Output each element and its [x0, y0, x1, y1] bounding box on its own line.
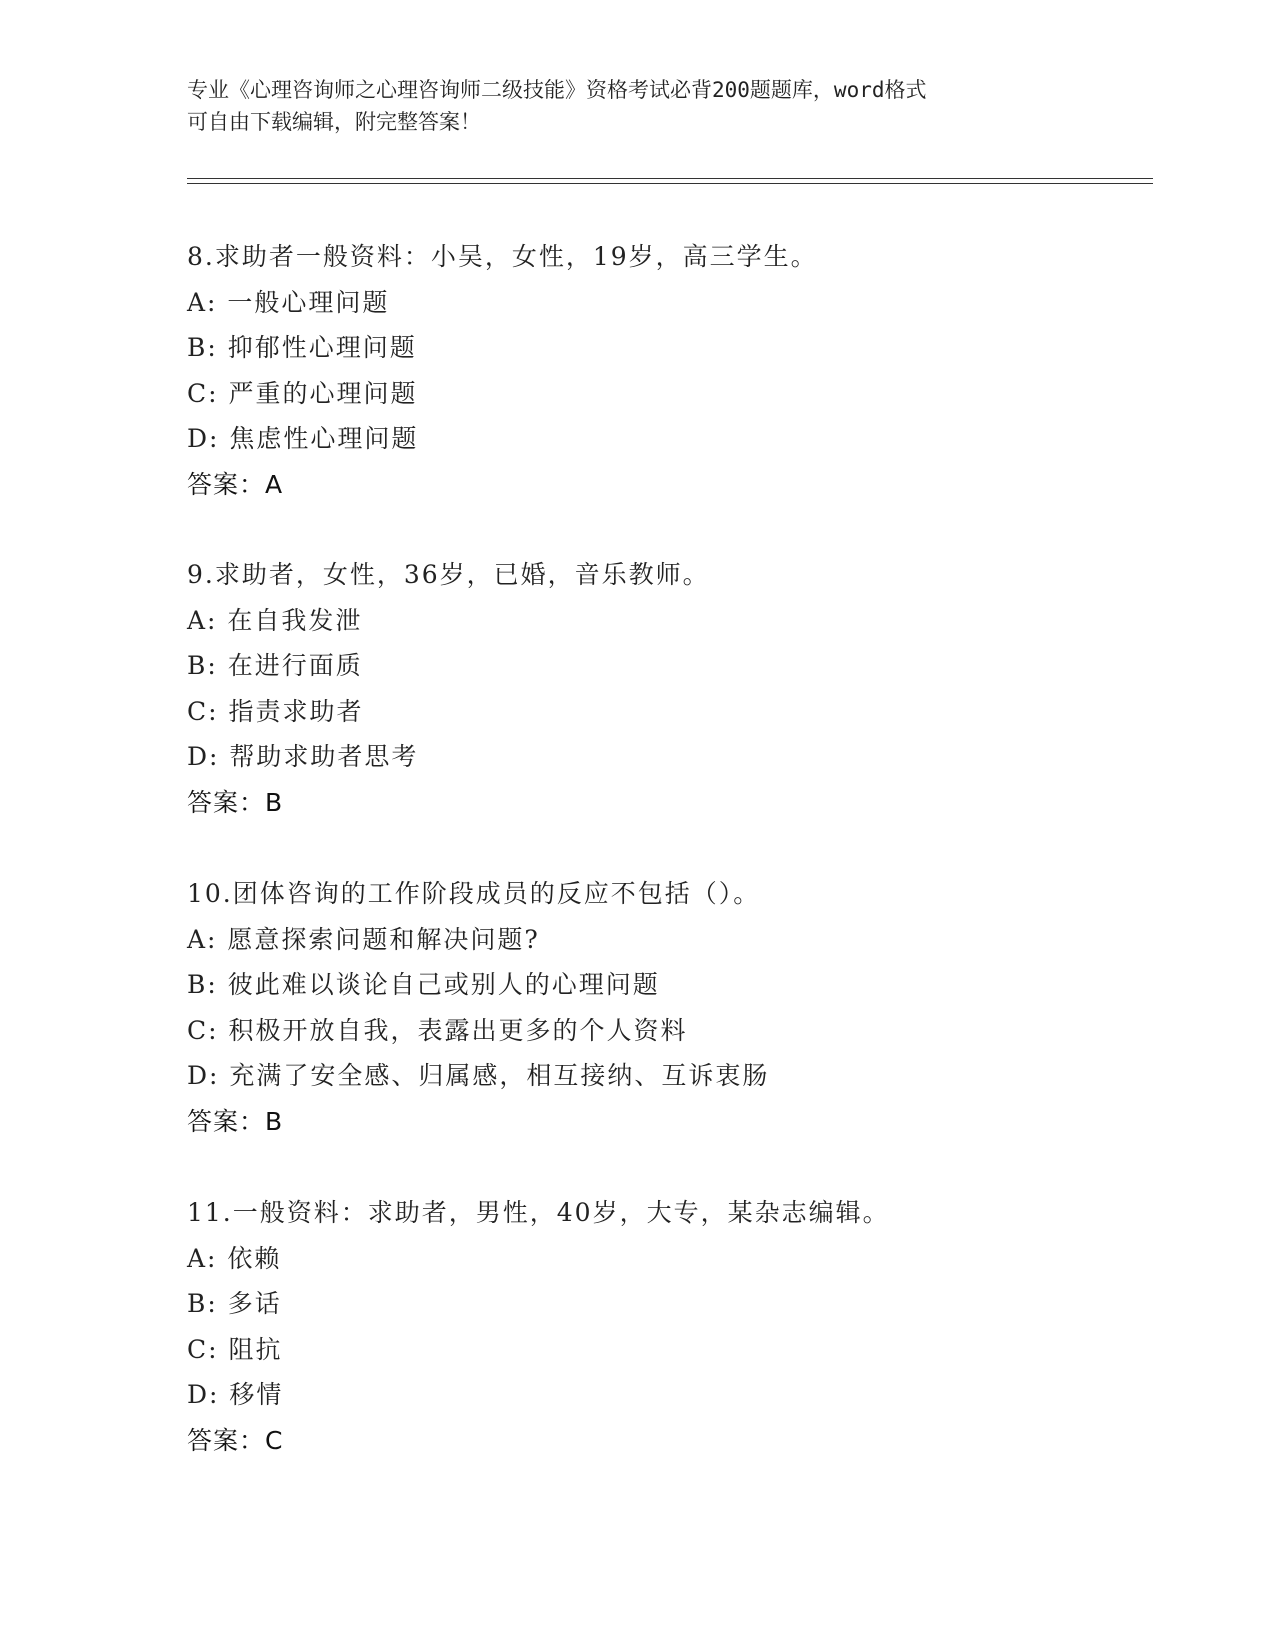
answer-line: 答案：A: [187, 469, 284, 499]
option-b: B: 抑郁性心理问题: [187, 333, 417, 362]
question-11: [187, 1190, 1147, 1463]
option-a: A: 一般心理问题: [187, 287, 390, 317]
option-d: D: 移情: [187, 1380, 284, 1409]
option-b: B: 在进行面质: [187, 651, 363, 680]
option-d: D: 帮助求助者思考: [187, 742, 419, 771]
answer-line: 答案：B: [187, 787, 284, 817]
header-line-1: 专业《心理咨询师之心理咨询师二级技能》资格考试必背200题题库，word格式: [187, 78, 927, 102]
header-divider-top: [187, 178, 1153, 179]
option-c: C: 积极开放自我，表露出更多的个人资料: [187, 1015, 688, 1045]
option-c: C: 阻抗: [187, 1334, 283, 1364]
question-stem: 11.一般资料：求助者，男性，40岁，大专，某杂志编辑。: [187, 1198, 890, 1227]
option-c: C: 严重的心理问题: [187, 378, 418, 408]
option-c: C: 指责求助者: [187, 696, 364, 726]
option-a: A: 在自我发泄: [187, 605, 363, 635]
header-divider-bottom: [187, 183, 1153, 184]
option-b: B: 多话: [187, 1289, 282, 1318]
answer-line: 答案：B: [187, 1106, 284, 1136]
document-header: [187, 74, 1087, 138]
header-line-2: 可自由下载编辑，附完整答案！: [187, 110, 481, 134]
question-10: [187, 871, 1147, 1144]
option-a: A: 愿意探索问题和解决问题?: [187, 924, 540, 954]
question-8: [187, 234, 1147, 507]
question-stem: 9.求助者，女性，36岁，已婚，音乐教师。: [187, 560, 710, 589]
option-d: D: 充满了安全感、归属感，相互接纳、互诉衷肠: [187, 1061, 770, 1090]
option-a: A: 依赖: [187, 1243, 282, 1273]
question-stem: 10.团体咨询的工作阶段成员的反应不包括（）。: [187, 879, 761, 908]
answer-line: 答案：C: [187, 1425, 284, 1455]
option-d: D: 焦虑性心理问题: [187, 424, 419, 453]
option-b: B: 彼此难以谈论自己或别人的心理问题: [187, 970, 660, 999]
question-9: [187, 552, 1147, 825]
question-stem: 8.求助者一般资料：小吴，女性，19岁，高三学生。: [187, 242, 818, 271]
